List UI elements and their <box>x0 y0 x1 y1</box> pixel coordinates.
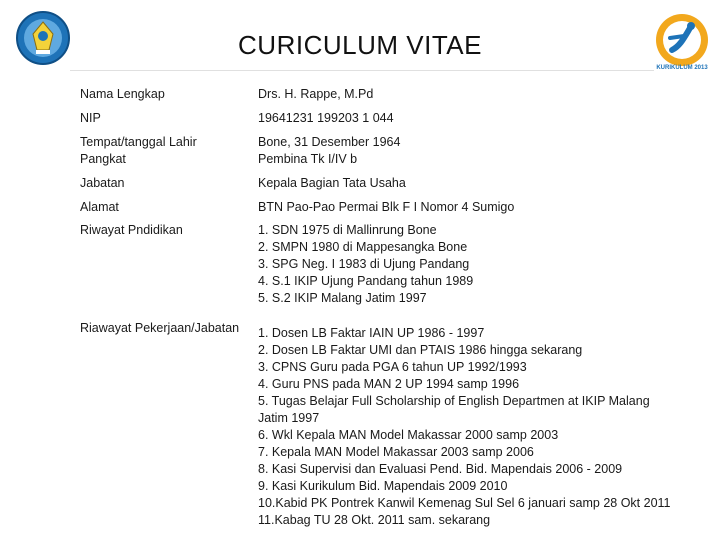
list-item: 6. Wkl Kepala MAN Model Makassar 2000 samp 2003 <box>258 428 559 442</box>
list-item: 1. SDN 1975 di Mallinrung Bone <box>258 223 437 237</box>
list-item: 10.Kabid PK Pontrek Kanwil Kemenag Sul Sel 6 januari samp 28 Okt 2011 <box>258 496 671 510</box>
kurikulum-logo-text: KURIKULUM 2013 <box>656 65 708 71</box>
list-item: 3. CPNS Guru pada PGA 6 tahun UP 1992/1993 <box>258 360 527 374</box>
label-nip: NIP <box>80 111 101 125</box>
value-alamat: BTN Pao-Pao Permai Blk F I Nomor 4 Sumigo <box>258 200 515 214</box>
value-ttl: Bone, 31 Desember 1964 <box>258 135 401 149</box>
value-ttl-pangkat <box>258 134 678 168</box>
list-item: 7. Kepala MAN Model Makassar 2003 samp 2006 <box>258 445 534 459</box>
list-item: 9. Kasi Kurikulum Bid. Mapendais 2009 2010 <box>258 479 508 493</box>
list-pekerjaan <box>258 325 678 529</box>
list-item: 3. SPG Neg. I 1983 di Ujung Pandang <box>258 257 470 271</box>
list-item: 2. Dosen LB Faktar UMI dan PTAIS 1986 hingga sekarang <box>258 343 583 357</box>
list-pendidikan <box>258 222 678 307</box>
title-divider <box>70 70 654 71</box>
label-jabatan: Jabatan <box>80 176 125 190</box>
list-item: 11.Kabag TU 28 Okt. 2011 sam. sekarang <box>258 513 491 527</box>
value-nip: 19641231 199203 1 044 <box>258 111 394 125</box>
list-item: 5. S.2 IKIP Malang Jatim 1997 <box>258 291 427 305</box>
value-jabatan: Kepala Bagian Tata Usaha <box>258 176 406 190</box>
label-ttl: Tempat/tanggal Lahir <box>80 135 197 149</box>
value-pangkat: Pembina Tk I/IV b <box>258 152 358 166</box>
label-pangkat: Pangkat <box>80 152 126 166</box>
list-item: 8. Kasi Supervisi dan Evaluasi Pend. Bid. Mapendais 2006 - 2009 <box>258 462 623 476</box>
list-item: 1. Dosen LB Faktar IAIN UP 1986 - 1997 <box>258 326 485 340</box>
value-nama: Drs. H. Rappe, M.Pd <box>258 87 374 101</box>
label-pendidikan: Riwayat Pndidikan <box>80 223 183 237</box>
label-nama: Nama Lengkap <box>80 87 165 101</box>
list-item: 4. S.1 IKIP Ujung Pandang tahun 1989 <box>258 274 474 288</box>
label-ttl-pangkat <box>80 134 255 168</box>
label-pekerjaan: Riawayat Pekerjaan/Jabatan <box>80 321 240 335</box>
list-item: 2. SMPN 1980 di Mappesangka Bone <box>258 240 468 254</box>
list-item: 4. Guru PNS pada MAN 2 UP 1994 samp 1996 <box>258 377 520 391</box>
list-item: 5. Tugas Belajar Full Scholarship of English Departmen at IKIP Malang Jatim 1997 <box>258 394 650 425</box>
label-alamat: Alamat <box>80 200 119 214</box>
page-title: CURICULUM VITAE <box>238 30 482 60</box>
